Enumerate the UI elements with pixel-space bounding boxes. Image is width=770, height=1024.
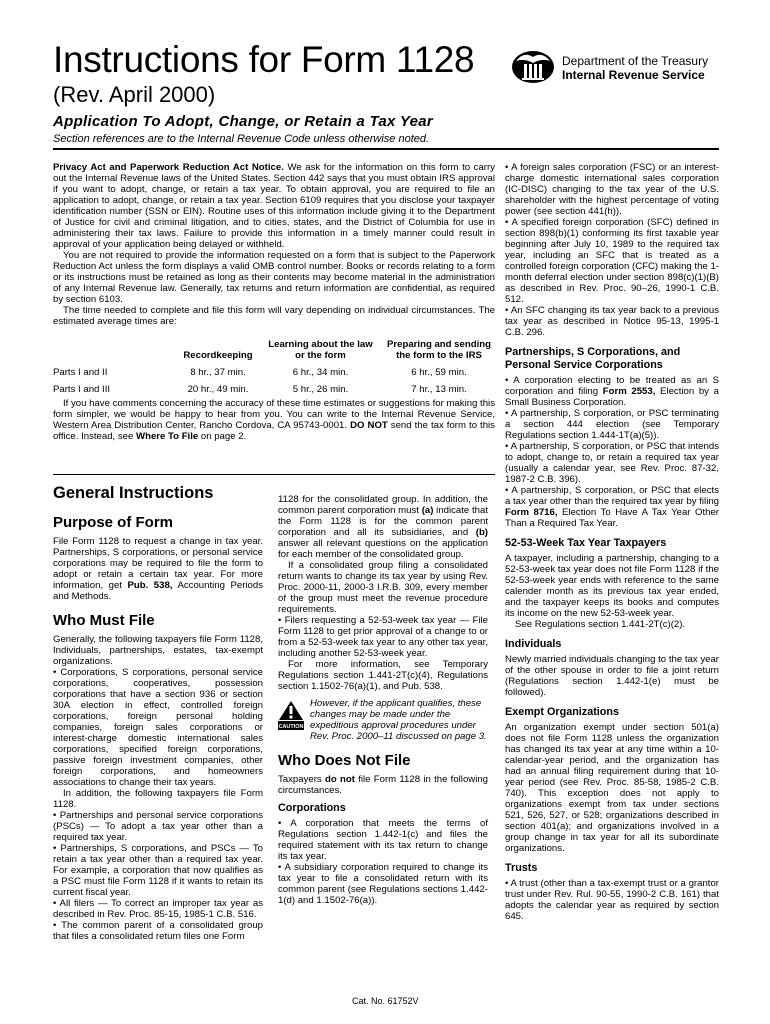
corp-bullet-2: • A subsidiary corporation required to change its tax year to file a consolidated return with its common parent (see Regulations sections 1.442-1(d) and 1.1502-76(a)).: [278, 862, 488, 906]
item-a: (a): [421, 505, 434, 516]
s-corp-text-2: Election by a Small Business Corporation.: [505, 386, 719, 408]
table-cell: 5 hr., 26 min.: [292, 384, 349, 395]
52-53-week-bullet: • Filers requesting a 52-53-week tax year — File Form 1128 to get prior approval of a change to or from a 52-53-week tax year to any other tax year, including another 52-53-week year.: [278, 615, 488, 659]
caution-icon: [278, 700, 304, 730]
form-8716-text-2: Election To Have A Tax Year Other Than a Required Tax Year.: [505, 507, 719, 529]
sfc-change-bullet: • An SFC changing its tax year back to a previous tax year as described in Notice 95-13, 1995-1 C.B. 296.: [505, 305, 719, 338]
form-8716-ref: Form 8716,: [505, 507, 558, 518]
caution-label: CAUTION: [278, 724, 304, 730]
whonot-text-2: file Form 1128 in the following circumstances.: [278, 774, 489, 796]
fsc-bullet: • A foreign sales corporation (FSC) or an interest-charge domestic international sales corporation (IC-DISC) changing to the tax year of the U.S. shareholder with the highest percentage of voting power (see section 441(h)).: [505, 162, 719, 217]
individuals-heading: Individuals: [505, 638, 562, 650]
table-cell: 20 hr., 49 min.: [187, 384, 249, 395]
table-cell: 6 hr., 59 min.: [411, 367, 467, 378]
section-references-note: Section references are to the Internal Revenue Code unless otherwise noted.: [53, 133, 430, 145]
privacy-paragraph-3: The time needed to complete and file this form will vary depending on individual circumstances. The estimated average times are:: [53, 305, 495, 327]
row-label: Parts I and III: [53, 384, 111, 395]
general-instructions-heading: General Instructions: [53, 484, 214, 502]
52-53-regs: See Regulations section 1.441-2T(c)(2).: [515, 619, 686, 630]
privacy-notice: [53, 162, 495, 327]
header-rule: [53, 148, 719, 150]
who-does-not-file-heading: Who Does Not File: [278, 752, 411, 769]
irs-eagle-logo-icon: [510, 47, 556, 85]
do-not-emphasis: do not: [325, 774, 355, 785]
caution-text: However, if the applicant qualifies, these changes may be made under the expeditious approval procedures under Rev. Proc. 2000–11 discussed on page 3.: [310, 698, 487, 742]
table-cell: 7 hr., 13 min.: [411, 384, 467, 395]
table-header: [53, 316, 495, 361]
privacy-heading: Privacy Act and Paperwork Reduction Act Notice.: [53, 162, 284, 173]
col-header-learning: Learning about the law or the form: [268, 339, 373, 361]
who-bullet-1: • Corporations, S corporations, personal service corporations, cooperatives, possession corporations that have a section 936 or section 30A election in effect, controlled foreign corporations, foreign personal holding companies, foreign sales corporations or interest-charge domestic international sales corporations, specified foreign corporations, passive foreign investment companies, other foreign corporations, and homeowners associations to change their tax years.: [53, 667, 263, 788]
consolidated-paragraph: If a consolidated group filing a consolidated return wants to change its tax year by using Rev. Proc. 2000-11, 2000-3 I.R.B. 309, every member of the group must meet the revenue procedure requirements.: [278, 560, 488, 615]
table-row: [53, 384, 495, 397]
trusts-heading: Trusts: [505, 862, 538, 874]
table-row: [53, 367, 495, 380]
department-line: Department of the Treasury: [562, 54, 709, 68]
purpose-heading: Purpose of Form: [53, 514, 174, 531]
col-header-recordkeeping: Recordkeeping: [183, 350, 253, 361]
table-cell: 6 hr., 34 min.: [292, 367, 349, 378]
who-bullet-4: • All filers — To correct an improper tax year as described in Rev. Proc. 85-15, 1985-1 C.B. 516.: [53, 898, 263, 920]
row-label: Parts I and II: [53, 367, 108, 378]
comments-text: If you have comments concerning the accuracy of these time estimates or suggestions for making this form simpler, we would be happy to hear from you. You can write to the Internal Revenue Service, Western Area Distribution Center, Rancho Cordova, CA 95743-0001.: [53, 398, 495, 431]
revision-date: (Rev. April 2000): [53, 82, 216, 107]
comments-text-2: send the tax form to this office. Instead, see: [53, 420, 495, 442]
more-info-paragraph: For more information, see Temporary Regulations section 1.441-2T(c)(4), Regulations section 1.1502-76(a)(1), and Pub. 538.: [278, 659, 488, 692]
purpose-text-2: Accounting Periods and Methods.: [53, 580, 263, 602]
column-1: [53, 484, 263, 942]
group-text-3: answer all relevant questions on the application for each member of the consolidated group.: [278, 538, 488, 560]
comments-paragraph: [53, 398, 495, 442]
table-cell: 8 hr., 37 min.: [190, 367, 246, 378]
trusts-paragraph: • A trust (other than a tax-exempt trust or a grantor trust under Rev. Rul. 90-55, 1990-2 C.B. 161) that adopts the calendar year as required by section 645.: [505, 878, 719, 922]
catalog-number: Cat. No. 61752V: [352, 996, 419, 1006]
column-2: [278, 494, 488, 906]
caution-box: [278, 698, 488, 742]
who-bullet-3: • Partnerships, S corporations, and PSCs — To retain a tax year other than a required tax year. For example, a corporation that now qualifies as a PSC must file Form 1128 if it wants to retain its current fiscal year.: [53, 843, 263, 898]
group-text-2: indicate that the Form 1128 is for the common parent corporation and all its subsidiaries, and: [278, 505, 488, 538]
sfc-bullet: • A specified foreign corporation (SFC) defined in section 898(b)(1) conforming its first taxable year beginning after July 10, 1989 to the required tax year, including an SFC that is treated as a controlled foreign corporation (CFC) making the 1-month deferral election under section 898(c)(1)(B) as described in Rev. Proc. 90–26, 1990-1 C.B. 512.: [505, 217, 719, 305]
52-53-week-heading: 52-53-Week Tax Year Taxpayers: [505, 537, 667, 549]
form-subtitle: Application To Adopt, Change, or Retain a Tax Year: [53, 113, 434, 130]
privacy-paragraph-1: We ask for the information on this form to carry out the Internal Revenue laws of the United States. Section 442 says that you must obtain IRS approval if you want to adopt, change, or retain a tax year. To obtain approval, you are required to file an application to adopt, change, or retain a tax year. Section 6109 requires that you disclose your taxpayer identification number (SSN or EIN). Routine uses of this information include giving it to the Department of Justice for civil and criminal litigation, and to cities, states, and the District of Columbia for use in administering their tax laws. Failure to provide this information in a timely manner could result in approval of your application being delayed or withheld.: [53, 162, 495, 250]
where-to-file-ref: Where To File: [136, 431, 199, 442]
partnerships-heading: Partnerships, S Corporations, and Personal Service Corporations: [505, 346, 681, 371]
exempt-organizations-heading: Exempt Organizations: [505, 706, 619, 718]
do-not-emphasis: DO NOT: [350, 420, 388, 431]
who-bullet-2: • Partnerships and personal service corporations (PSCs) — To adopt a tax year other than a required tax year.: [53, 810, 263, 843]
who-bullet-5: • The common parent of a consolidated group that files a consolidated return files one Form: [53, 920, 263, 942]
time-estimate-table: [53, 316, 495, 397]
s-corp-text: • A corporation electing to be treated as an S corporation and filing: [505, 375, 719, 397]
section-444-bullet: • A partnership, S corporation, or PSC terminating a section 444 election (see Temporary Regulations section 1.444-1T(a)(5)).: [505, 408, 719, 441]
agency-name: [562, 54, 708, 82]
form-2553-ref: Form 2553,: [602, 386, 656, 397]
who-must-file-heading: Who Must File: [53, 612, 155, 629]
privacy-paragraph-2: You are not required to provide the information requested on a form that is subject to the Paperwork Reduction Act unless the form displays a valid OMB control number. Books or records relating to a form or its instructions must be retained as long as their contents may become material in the administration of any Internal Revenue law. Generally, tax returns and return information are confidential, as required by section 6103.: [53, 250, 495, 305]
form-8716-text: • A partnership, S corporation, or PSC that elects a tax year other than the required tax year by filing: [505, 485, 719, 507]
who-paragraph-1: Generally, the following taxpayers file Form 1128, Individuals, partnerships, estates, tax-exempt organizations.: [53, 634, 263, 667]
group-text: 1128 for the consolidated group. In addition, the common parent corporation must: [278, 494, 488, 516]
corporations-heading: Corporations: [278, 802, 346, 814]
exempt-paragraph: An organization exempt under section 501(a) does not file Form 1128 unless the organization has changed its tax year at any time within a 10-calendar-year period, and the organization has had an annual filing requirement during that 10-year period (see Rev. Proc. 85-58, 1985-2 C.B. 740). This exception does not apply to organizations exempt from tax under sections 521, 526, 527, or 528; organizations described in section 401(a); and organizations involved in a group change in tax year for all its subordinate organizations.: [505, 722, 719, 854]
irs-line: Internal Revenue Service: [562, 68, 705, 82]
purpose-text: File Form 1128 to request a change in tax year. Partnerships, S corporations, or personal service corporations may be required to file the form to adopt or retain a certain tax year. For more information, get: [53, 536, 263, 591]
corp-bullet-1: • A corporation that meets the terms of Regulations section 1.442-1(c) and files the required statement with its tax return to change its tax year.: [278, 818, 488, 862]
item-b: (b): [475, 527, 488, 538]
individuals-paragraph: Newly married individuals changing to the tax year of the other spouse in order to file a joint return (Regulations section 1.442-1(e) must be followed).: [505, 654, 719, 698]
comments-text-3: on page 2.: [198, 431, 247, 442]
section-divider: [53, 474, 495, 475]
whonot-text: Taxpayers: [278, 774, 326, 785]
required-year-bullet: • A partnership, S corporation, or PSC that intends to adopt, change to, or retain a required tax year (usually a calendar year, see Rev. Proc. 87-32, 1987-2 C.B. 396).: [505, 441, 719, 485]
document-title: Instructions for Form 1128: [53, 39, 475, 80]
column-3: [505, 162, 719, 922]
52-53-paragraph: A taxpayer, including a partnership, changing to a 52-53-week tax year does not file Form 1128 if the 52-53-week year ends with reference to the same calender month as its previous tax year ended, and the taxpayer keeps its books and computes its income on the new 52-53-week year.: [505, 553, 719, 619]
who-paragraph-2: In addition, the following taxpayers file Form 1128.: [53, 788, 263, 810]
pub-538-ref: Pub. 538,: [127, 580, 173, 591]
col-header-preparing: Preparing and sending the form to the IRS: [387, 339, 491, 361]
